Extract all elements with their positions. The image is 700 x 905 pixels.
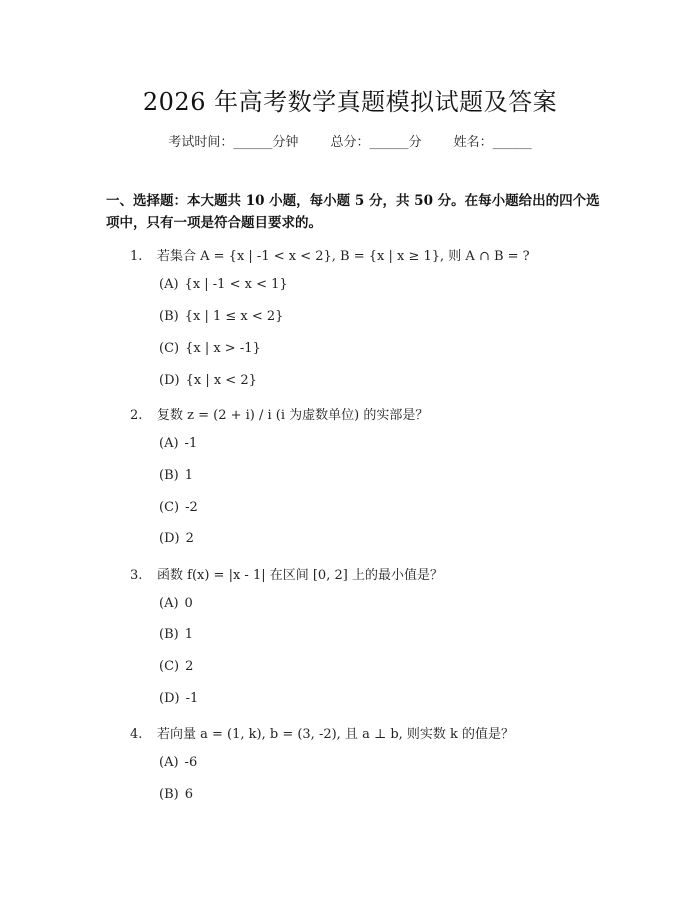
question-1-option-d xyxy=(159,373,257,388)
option-label: (C) xyxy=(159,500,180,515)
question-text: 若集合 A = {x | -1 < x < 2}, B = {x | x ≥ 1}, 则 A ∩ B = ? xyxy=(157,249,530,264)
option-label: (A) xyxy=(159,755,179,770)
option-text: {x | x > -1} xyxy=(185,341,261,356)
option-label: (A) xyxy=(159,436,179,451)
question-number: 3. xyxy=(130,568,143,583)
question-2-option-b xyxy=(159,468,193,483)
option-label: (A) xyxy=(159,596,179,611)
question-text: 函数 f(x) = |x - 1| 在区间 [0, 2] 上的最小值是？ xyxy=(157,568,443,583)
option-label: (A) xyxy=(159,277,179,292)
question-number: 2. xyxy=(130,408,143,423)
option-text: 1 xyxy=(184,468,193,483)
question-3 xyxy=(130,564,610,583)
question-number: 1. xyxy=(130,249,143,264)
section-heading: 一、选择题：本大题共 10 小题，每小题 5 分，共 50 分。在每小题给出的四个选项中，只有一项是符合题目要求的。 xyxy=(106,193,600,231)
question-1-option-a xyxy=(159,277,288,292)
page-title: 2026 年高考数学真题模拟试题及答案 xyxy=(142,88,558,116)
question-2-option-c xyxy=(159,500,198,515)
option-label: (D) xyxy=(159,691,180,706)
option-text: 1 xyxy=(184,627,193,642)
question-3-option-c xyxy=(159,659,193,674)
exam-info-line xyxy=(0,131,700,150)
question-4-option-a xyxy=(159,755,197,770)
option-text: 2 xyxy=(185,531,194,546)
question-1-option-c xyxy=(159,341,261,356)
question-4 xyxy=(130,723,610,742)
question-number: 4. xyxy=(130,727,143,742)
question-text: 复数 z = (2 + i) / i (i 为虚数单位) 的实部是？ xyxy=(157,408,429,423)
option-text: {x | -1 < x < 1} xyxy=(184,277,288,292)
question-4-option-b xyxy=(159,787,193,802)
question-3-option-a xyxy=(159,596,193,611)
option-label: (B) xyxy=(159,787,179,802)
question-2-option-a xyxy=(159,436,197,451)
option-text: 2 xyxy=(185,659,194,674)
exam-time-field: 考试时间：______分钟 xyxy=(168,135,299,150)
option-text: -6 xyxy=(184,755,198,770)
option-label: (C) xyxy=(159,659,180,674)
option-text: -1 xyxy=(184,436,198,451)
question-text: 若向量 a = (1, k), b = (3, -2), 且 a ⊥ b, 则实数 k 的值是？ xyxy=(157,727,515,742)
total-score-field: 总分：______分 xyxy=(330,135,422,150)
option-text: {x | 1 ≤ x < 2} xyxy=(184,309,284,324)
option-text: -1 xyxy=(185,691,199,706)
option-text: -2 xyxy=(185,500,198,515)
option-label: (D) xyxy=(159,373,180,388)
option-text: 0 xyxy=(184,596,193,611)
option-text: 6 xyxy=(184,787,193,802)
option-label: (B) xyxy=(159,627,179,642)
question-2 xyxy=(130,404,610,423)
option-label: (C) xyxy=(159,341,180,356)
option-text: {x | x < 2} xyxy=(185,373,257,388)
question-2-option-d xyxy=(159,531,194,546)
option-label: (D) xyxy=(159,531,180,546)
option-label: (B) xyxy=(159,468,179,483)
question-1-option-b xyxy=(159,309,283,324)
option-label: (B) xyxy=(159,309,179,324)
student-name-field: 姓名：______ xyxy=(453,135,532,150)
question-3-option-d xyxy=(159,691,198,706)
question-3-option-b xyxy=(159,627,193,642)
question-1 xyxy=(130,245,610,264)
